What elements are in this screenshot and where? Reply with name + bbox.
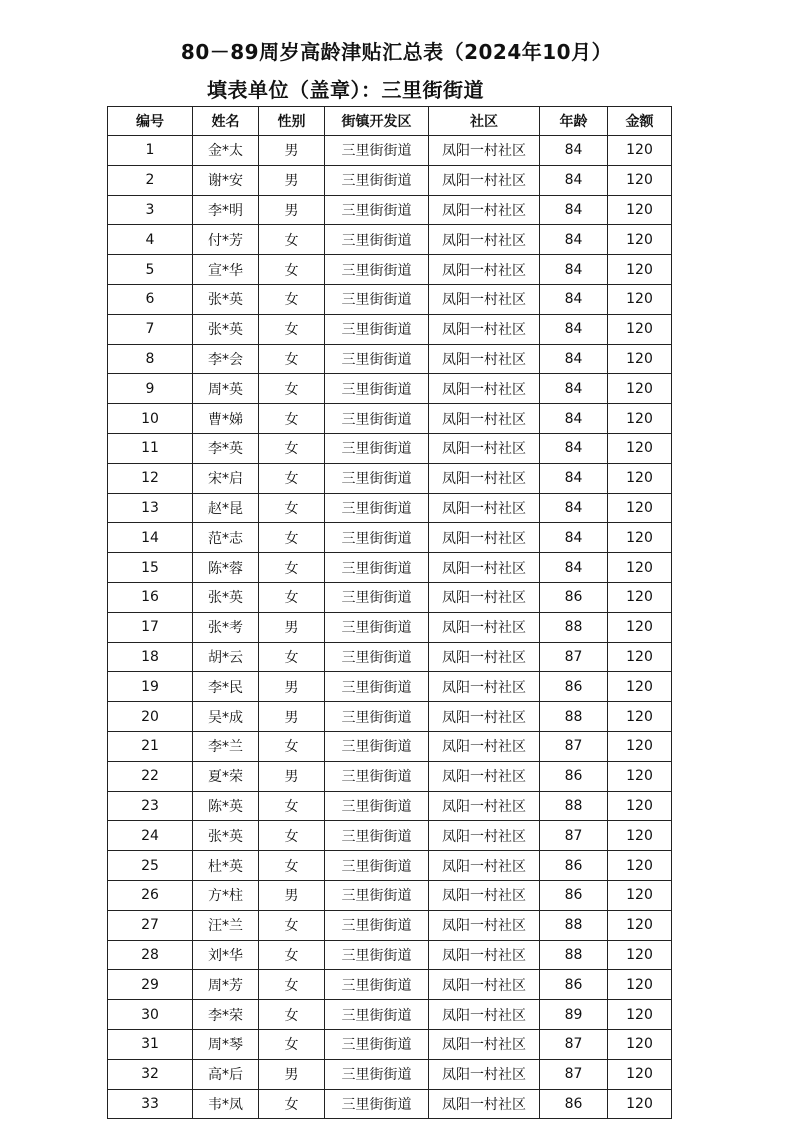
cell-community: 凤阳一村社区	[429, 553, 540, 583]
cell-gender: 女	[259, 553, 325, 583]
cell-amount: 120	[608, 523, 672, 553]
cell-age: 86	[540, 1089, 608, 1119]
cell-amount: 120	[608, 1059, 672, 1089]
table-row	[108, 523, 672, 553]
table-row	[108, 553, 672, 583]
cell-subdistrict: 三里街街道	[325, 433, 429, 463]
cell-name: 陈*蓉	[193, 553, 259, 583]
cell-gender: 女	[259, 821, 325, 851]
cell-community: 凤阳一村社区	[429, 821, 540, 851]
cell-name: 胡*云	[193, 642, 259, 672]
cell-community: 凤阳一村社区	[429, 374, 540, 404]
cell-community: 凤阳一村社区	[429, 433, 540, 463]
cell-id: 5	[108, 255, 193, 285]
cell-subdistrict: 三里街街道	[325, 791, 429, 821]
cell-community: 凤阳一村社区	[429, 880, 540, 910]
cell-name: 周*英	[193, 374, 259, 404]
cell-name: 周*琴	[193, 1029, 259, 1059]
cell-community: 凤阳一村社区	[429, 612, 540, 642]
table-row	[108, 940, 672, 970]
cell-community: 凤阳一村社区	[429, 404, 540, 434]
cell-amount: 120	[608, 1000, 672, 1030]
header-name: 姓名	[193, 107, 259, 136]
cell-age: 87	[540, 642, 608, 672]
cell-name: 张*英	[193, 821, 259, 851]
table-row	[108, 344, 672, 374]
cell-amount: 120	[608, 493, 672, 523]
cell-id: 19	[108, 672, 193, 702]
cell-age: 84	[540, 463, 608, 493]
cell-id: 10	[108, 404, 193, 434]
cell-community: 凤阳一村社区	[429, 493, 540, 523]
cell-age: 84	[540, 493, 608, 523]
cell-subdistrict: 三里街街道	[325, 374, 429, 404]
cell-gender: 女	[259, 374, 325, 404]
cell-community: 凤阳一村社区	[429, 1000, 540, 1030]
cell-name: 张*英	[193, 284, 259, 314]
header-amount: 金额	[608, 107, 672, 136]
cell-id: 1	[108, 136, 193, 166]
cell-age: 88	[540, 702, 608, 732]
cell-id: 9	[108, 374, 193, 404]
cell-age: 89	[540, 1000, 608, 1030]
cell-gender: 女	[259, 225, 325, 255]
cell-age: 88	[540, 791, 608, 821]
cell-subdistrict: 三里街街道	[325, 195, 429, 225]
page-title: 80－89周岁高龄津贴汇总表（2024年10月）	[180, 40, 613, 64]
table-row	[108, 880, 672, 910]
table-row	[108, 672, 672, 702]
cell-age: 84	[540, 374, 608, 404]
cell-amount: 120	[608, 165, 672, 195]
cell-name: 张*英	[193, 314, 259, 344]
cell-age: 84	[540, 255, 608, 285]
header-id: 编号	[108, 107, 193, 136]
cell-gender: 男	[259, 136, 325, 166]
cell-amount: 120	[608, 463, 672, 493]
cell-subdistrict: 三里街街道	[325, 463, 429, 493]
cell-community: 凤阳一村社区	[429, 1089, 540, 1119]
cell-subdistrict: 三里街街道	[325, 553, 429, 583]
cell-amount: 120	[608, 433, 672, 463]
cell-id: 7	[108, 314, 193, 344]
cell-id: 16	[108, 582, 193, 612]
cell-gender: 男	[259, 195, 325, 225]
table-row	[108, 493, 672, 523]
cell-age: 86	[540, 880, 608, 910]
cell-id: 30	[108, 1000, 193, 1030]
table-row	[108, 821, 672, 851]
cell-subdistrict: 三里街街道	[325, 523, 429, 553]
cell-gender: 男	[259, 672, 325, 702]
cell-name: 李*会	[193, 344, 259, 374]
cell-community: 凤阳一村社区	[429, 463, 540, 493]
cell-age: 84	[540, 225, 608, 255]
cell-amount: 120	[608, 344, 672, 374]
cell-gender: 女	[259, 1089, 325, 1119]
header-gender: 性别	[259, 107, 325, 136]
cell-name: 高*后	[193, 1059, 259, 1089]
cell-name: 李*英	[193, 433, 259, 463]
cell-gender: 女	[259, 731, 325, 761]
cell-gender: 女	[259, 404, 325, 434]
cell-amount: 120	[608, 761, 672, 791]
cell-age: 84	[540, 165, 608, 195]
header-community: 社区	[429, 107, 540, 136]
cell-amount: 120	[608, 553, 672, 583]
cell-gender: 女	[259, 642, 325, 672]
table-row	[108, 255, 672, 285]
cell-name: 周*芳	[193, 970, 259, 1000]
cell-id: 33	[108, 1089, 193, 1119]
cell-amount: 120	[608, 582, 672, 612]
cell-subdistrict: 三里街街道	[325, 404, 429, 434]
cell-age: 86	[540, 582, 608, 612]
cell-name: 宋*启	[193, 463, 259, 493]
cell-id: 24	[108, 821, 193, 851]
cell-community: 凤阳一村社区	[429, 255, 540, 285]
cell-subdistrict: 三里街街道	[325, 1059, 429, 1089]
cell-amount: 120	[608, 136, 672, 166]
cell-name: 杜*英	[193, 851, 259, 881]
cell-amount: 120	[608, 940, 672, 970]
cell-amount: 120	[608, 791, 672, 821]
cell-community: 凤阳一村社区	[429, 1029, 540, 1059]
cell-id: 8	[108, 344, 193, 374]
cell-age: 88	[540, 910, 608, 940]
cell-subdistrict: 三里街街道	[325, 344, 429, 374]
cell-age: 86	[540, 970, 608, 1000]
cell-amount: 120	[608, 880, 672, 910]
cell-id: 15	[108, 553, 193, 583]
cell-id: 2	[108, 165, 193, 195]
table-row	[108, 970, 672, 1000]
cell-age: 84	[540, 195, 608, 225]
table-row	[108, 314, 672, 344]
table-row	[108, 165, 672, 195]
cell-community: 凤阳一村社区	[429, 910, 540, 940]
cell-gender: 女	[259, 851, 325, 881]
cell-id: 11	[108, 433, 193, 463]
cell-gender: 女	[259, 910, 325, 940]
cell-name: 赵*昆	[193, 493, 259, 523]
cell-community: 凤阳一村社区	[429, 970, 540, 1000]
table-row	[108, 463, 672, 493]
subsidy-table	[107, 106, 672, 1119]
header-subdistrict: 街镇开发区	[325, 107, 429, 136]
cell-gender: 女	[259, 582, 325, 612]
header-row	[108, 107, 672, 136]
cell-age: 87	[540, 731, 608, 761]
cell-community: 凤阳一村社区	[429, 523, 540, 553]
cell-amount: 120	[608, 851, 672, 881]
cell-gender: 女	[259, 791, 325, 821]
cell-id: 23	[108, 791, 193, 821]
cell-amount: 120	[608, 195, 672, 225]
cell-name: 韦*凤	[193, 1089, 259, 1119]
cell-amount: 120	[608, 374, 672, 404]
cell-id: 28	[108, 940, 193, 970]
cell-subdistrict: 三里街街道	[325, 970, 429, 1000]
cell-age: 84	[540, 553, 608, 583]
cell-name: 刘*华	[193, 940, 259, 970]
cell-name: 李*明	[193, 195, 259, 225]
cell-community: 凤阳一村社区	[429, 284, 540, 314]
table-row	[108, 582, 672, 612]
header-age: 年龄	[540, 107, 608, 136]
table-row	[108, 136, 672, 166]
cell-id: 26	[108, 880, 193, 910]
cell-name: 付*芳	[193, 225, 259, 255]
cell-amount: 120	[608, 1029, 672, 1059]
cell-subdistrict: 三里街街道	[325, 672, 429, 702]
cell-subdistrict: 三里街街道	[325, 136, 429, 166]
cell-subdistrict: 三里街街道	[325, 612, 429, 642]
cell-community: 凤阳一村社区	[429, 165, 540, 195]
cell-age: 87	[540, 1029, 608, 1059]
table-row	[108, 1000, 672, 1030]
cell-gender: 女	[259, 255, 325, 285]
cell-subdistrict: 三里街街道	[325, 582, 429, 612]
cell-age: 87	[540, 1059, 608, 1089]
cell-id: 31	[108, 1029, 193, 1059]
cell-subdistrict: 三里街街道	[325, 493, 429, 523]
cell-id: 3	[108, 195, 193, 225]
cell-community: 凤阳一村社区	[429, 582, 540, 612]
cell-subdistrict: 三里街街道	[325, 910, 429, 940]
table-row	[108, 910, 672, 940]
page-subtitle: 填表单位（盖章）：三里街街道	[207, 78, 484, 102]
cell-amount: 120	[608, 702, 672, 732]
table-row	[108, 433, 672, 463]
cell-gender: 女	[259, 314, 325, 344]
table-row	[108, 374, 672, 404]
cell-amount: 120	[608, 255, 672, 285]
cell-age: 84	[540, 433, 608, 463]
table-row	[108, 404, 672, 434]
cell-community: 凤阳一村社区	[429, 344, 540, 374]
cell-community: 凤阳一村社区	[429, 642, 540, 672]
cell-community: 凤阳一村社区	[429, 761, 540, 791]
cell-community: 凤阳一村社区	[429, 731, 540, 761]
cell-age: 84	[540, 523, 608, 553]
cell-community: 凤阳一村社区	[429, 791, 540, 821]
cell-name: 李*荣	[193, 1000, 259, 1030]
cell-id: 12	[108, 463, 193, 493]
cell-subdistrict: 三里街街道	[325, 165, 429, 195]
cell-community: 凤阳一村社区	[429, 314, 540, 344]
cell-age: 84	[540, 314, 608, 344]
table-row	[108, 702, 672, 732]
cell-name: 汪*兰	[193, 910, 259, 940]
table-header	[108, 107, 672, 136]
cell-gender: 男	[259, 702, 325, 732]
cell-amount: 120	[608, 642, 672, 672]
cell-name: 谢*安	[193, 165, 259, 195]
cell-name: 范*志	[193, 523, 259, 553]
cell-gender: 男	[259, 165, 325, 195]
cell-age: 84	[540, 284, 608, 314]
table-row	[108, 642, 672, 672]
cell-gender: 女	[259, 433, 325, 463]
cell-id: 29	[108, 970, 193, 1000]
cell-community: 凤阳一村社区	[429, 672, 540, 702]
cell-amount: 120	[608, 612, 672, 642]
cell-gender: 男	[259, 612, 325, 642]
cell-age: 84	[540, 136, 608, 166]
cell-id: 13	[108, 493, 193, 523]
cell-community: 凤阳一村社区	[429, 195, 540, 225]
cell-amount: 120	[608, 910, 672, 940]
cell-name: 夏*荣	[193, 761, 259, 791]
table-row	[108, 225, 672, 255]
cell-gender: 女	[259, 1029, 325, 1059]
cell-community: 凤阳一村社区	[429, 940, 540, 970]
cell-community: 凤阳一村社区	[429, 1059, 540, 1089]
cell-name: 张*考	[193, 612, 259, 642]
cell-age: 84	[540, 404, 608, 434]
table-row	[108, 761, 672, 791]
cell-subdistrict: 三里街街道	[325, 642, 429, 672]
cell-amount: 120	[608, 225, 672, 255]
cell-gender: 男	[259, 761, 325, 791]
cell-subdistrict: 三里街街道	[325, 225, 429, 255]
cell-amount: 120	[608, 970, 672, 1000]
cell-id: 21	[108, 731, 193, 761]
cell-age: 86	[540, 672, 608, 702]
cell-name: 李*民	[193, 672, 259, 702]
cell-amount: 120	[608, 731, 672, 761]
cell-subdistrict: 三里街街道	[325, 731, 429, 761]
cell-id: 25	[108, 851, 193, 881]
cell-gender: 女	[259, 344, 325, 374]
cell-gender: 女	[259, 463, 325, 493]
table-body	[108, 136, 672, 1119]
cell-age: 84	[540, 344, 608, 374]
cell-age: 86	[540, 851, 608, 881]
cell-subdistrict: 三里街街道	[325, 1089, 429, 1119]
cell-gender: 男	[259, 880, 325, 910]
cell-age: 86	[540, 761, 608, 791]
table-row	[108, 1059, 672, 1089]
cell-id: 27	[108, 910, 193, 940]
cell-age: 88	[540, 612, 608, 642]
cell-id: 18	[108, 642, 193, 672]
cell-gender: 女	[259, 970, 325, 1000]
cell-id: 22	[108, 761, 193, 791]
cell-id: 6	[108, 284, 193, 314]
cell-community: 凤阳一村社区	[429, 225, 540, 255]
table-row	[108, 1029, 672, 1059]
cell-community: 凤阳一村社区	[429, 136, 540, 166]
table-row	[108, 731, 672, 761]
cell-name: 吴*成	[193, 702, 259, 732]
cell-gender: 男	[259, 1059, 325, 1089]
cell-id: 20	[108, 702, 193, 732]
cell-subdistrict: 三里街街道	[325, 702, 429, 732]
table-row	[108, 284, 672, 314]
cell-amount: 120	[608, 1089, 672, 1119]
cell-gender: 女	[259, 940, 325, 970]
cell-subdistrict: 三里街街道	[325, 821, 429, 851]
table-row	[108, 612, 672, 642]
cell-amount: 120	[608, 821, 672, 851]
table-row	[108, 1089, 672, 1119]
cell-gender: 女	[259, 523, 325, 553]
cell-subdistrict: 三里街街道	[325, 940, 429, 970]
cell-name: 金*太	[193, 136, 259, 166]
cell-id: 4	[108, 225, 193, 255]
cell-subdistrict: 三里街街道	[325, 255, 429, 285]
cell-subdistrict: 三里街街道	[325, 851, 429, 881]
table-row	[108, 851, 672, 881]
cell-age: 88	[540, 940, 608, 970]
cell-community: 凤阳一村社区	[429, 851, 540, 881]
cell-amount: 120	[608, 672, 672, 702]
cell-gender: 女	[259, 284, 325, 314]
cell-amount: 120	[608, 404, 672, 434]
table-row	[108, 195, 672, 225]
cell-id: 14	[108, 523, 193, 553]
cell-subdistrict: 三里街街道	[325, 1029, 429, 1059]
cell-name: 曹*娣	[193, 404, 259, 434]
cell-subdistrict: 三里街街道	[325, 1000, 429, 1030]
cell-age: 87	[540, 821, 608, 851]
cell-id: 17	[108, 612, 193, 642]
cell-name: 李*兰	[193, 731, 259, 761]
cell-id: 32	[108, 1059, 193, 1089]
cell-subdistrict: 三里街街道	[325, 284, 429, 314]
cell-subdistrict: 三里街街道	[325, 314, 429, 344]
cell-subdistrict: 三里街街道	[325, 880, 429, 910]
cell-subdistrict: 三里街街道	[325, 761, 429, 791]
cell-gender: 女	[259, 1000, 325, 1030]
cell-name: 宣*华	[193, 255, 259, 285]
cell-community: 凤阳一村社区	[429, 702, 540, 732]
cell-amount: 120	[608, 284, 672, 314]
cell-name: 张*英	[193, 582, 259, 612]
cell-amount: 120	[608, 314, 672, 344]
cell-gender: 女	[259, 493, 325, 523]
cell-name: 方*柱	[193, 880, 259, 910]
table-row	[108, 791, 672, 821]
cell-name: 陈*英	[193, 791, 259, 821]
